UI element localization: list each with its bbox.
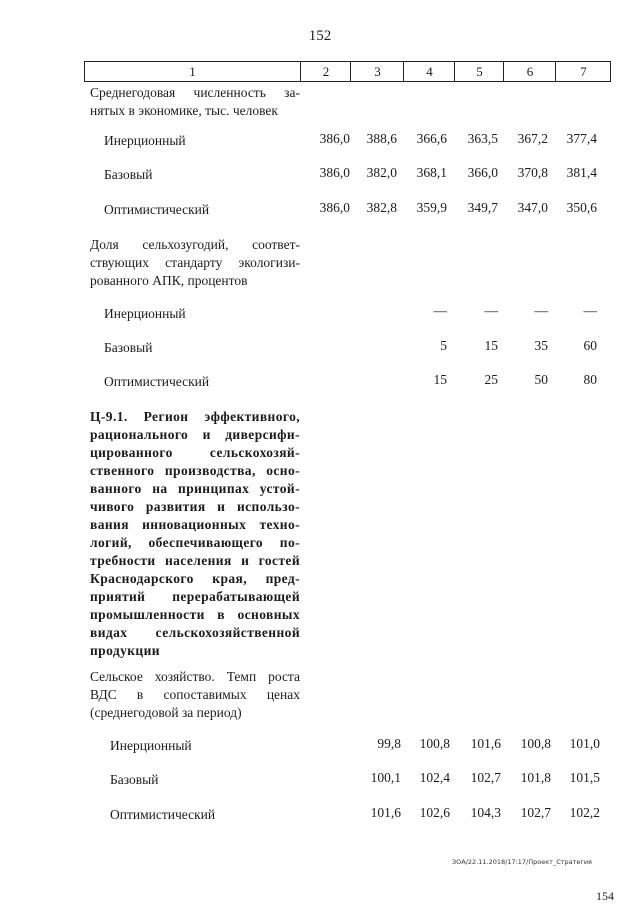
table-cell: 101,6 (370, 805, 401, 820)
table-cell: 347,0 (517, 200, 548, 215)
table-cell: — (484, 303, 498, 318)
table-cell: 102,6 (419, 805, 450, 820)
title-line: нятых в экономике, тыс. человек (90, 103, 278, 118)
table-cell: 101,5 (569, 770, 600, 785)
title-line: ванного на принципах устой- (90, 481, 300, 496)
table-cell: 382,8 (366, 200, 397, 215)
scenario-label: Оптимистический (104, 374, 210, 389)
page-number: 152 (308, 28, 332, 44)
table-cell: 386,0 (319, 131, 350, 146)
table-cell: 102,4 (419, 770, 450, 785)
table-cell: 367,2 (517, 131, 548, 146)
table-cell: 80 (583, 372, 597, 387)
header-cell: 5 (454, 62, 504, 81)
table-cell: 377,4 (566, 131, 597, 146)
table-cell: 388,6 (366, 131, 397, 146)
table-cell: 368,1 (416, 165, 447, 180)
title-line: ствующих стандарту экологизи- (90, 255, 300, 270)
table-cell: 50 (534, 372, 548, 387)
table-cell: 366,0 (467, 165, 498, 180)
table-cell: 101,8 (520, 770, 551, 785)
table-cell: 349,7 (467, 200, 498, 215)
table-cell: — (583, 303, 597, 318)
title-line: вания инновационных техно- (90, 517, 300, 532)
header-cell: 6 (503, 62, 556, 81)
indicator-title (90, 84, 300, 120)
header-cell: 4 (403, 62, 455, 81)
table-cell: — (534, 303, 548, 318)
header-cell: 7 (555, 62, 611, 81)
indicator-title (90, 236, 300, 290)
table-cell: 102,7 (470, 770, 501, 785)
title-line: рованного АПК, процентов (90, 273, 248, 288)
title-line: Среднегодовая численность за- (90, 85, 300, 100)
title-line: Ц-9.1. Регион эффективного, (90, 409, 300, 424)
column-number-header (84, 61, 611, 82)
table-cell: 386,0 (319, 165, 350, 180)
title-line: Доля сельхозугодий, соответ- (90, 237, 300, 252)
title-line: рационального и диверсифи- (90, 427, 300, 442)
table-cell: 35 (534, 338, 548, 353)
title-line: логий, обеспечивающего по- (90, 535, 300, 550)
table-cell: 100,8 (520, 736, 551, 751)
table-cell: 370,8 (517, 165, 548, 180)
title-line: (среднегодовой за период) (90, 705, 242, 720)
title-line: приятий перерабатывающей (90, 589, 300, 604)
header-cell: 1 (189, 64, 196, 79)
scenario-label: Базовый (104, 340, 153, 355)
table-cell: 25 (484, 372, 498, 387)
table-cell: 104,3 (470, 805, 501, 820)
scenario-label: Инерционный (104, 133, 186, 148)
table-cell: 60 (583, 338, 597, 353)
title-line: ВДС в сопоставимых ценах (90, 687, 300, 702)
scenario-label: Инерционный (104, 306, 186, 321)
table-cell: 386,0 (319, 200, 350, 215)
table-cell: 102,2 (569, 805, 600, 820)
title-line: промышленности в основных (90, 607, 300, 622)
title-line: чивого развития и использо- (90, 499, 300, 514)
table-cell: 100,1 (370, 770, 401, 785)
table-cell: 15 (484, 338, 498, 353)
page-number-bottom: 154 (596, 889, 614, 903)
table-cell: 100,8 (419, 736, 450, 751)
header-cell: 2 (300, 62, 351, 81)
table-cell: 15 (433, 372, 447, 387)
table-cell: 381,4 (566, 165, 597, 180)
title-line: видах сельскохозяйственной (90, 625, 300, 640)
table-cell: 350,6 (566, 200, 597, 215)
scenario-label: Оптимистический (104, 202, 210, 217)
scenario-label: Оптимистический (110, 807, 216, 822)
scenario-label: Инерционный (110, 738, 192, 753)
table-cell: 366,6 (416, 131, 447, 146)
title-line: продукции (90, 643, 160, 658)
table-cell: 359,9 (416, 200, 447, 215)
table-cell: — (433, 303, 447, 318)
indicator-title (90, 668, 300, 722)
table-cell: 382,0 (366, 165, 397, 180)
table-cell: 5 (440, 338, 447, 353)
title-line: ственного производства, осно- (90, 463, 300, 478)
table-cell: 99,8 (377, 736, 401, 751)
table-cell: 102,7 (520, 805, 551, 820)
table-cell: 101,0 (569, 736, 600, 751)
title-line: Краснодарского края, пред- (90, 571, 300, 586)
title-line: требности населения и гостей (90, 553, 300, 568)
table-cell: 101,6 (470, 736, 501, 751)
title-line: цированного сельскохозяй- (90, 445, 300, 460)
title-line: Сельское хозяйство. Темп роста (90, 669, 300, 684)
footer-stamp: ЗОА/22.11.2018/17:17/Проект_Стратегия (452, 858, 592, 866)
table-cell: 363,5 (467, 131, 498, 146)
scenario-label: Базовый (110, 772, 159, 787)
scenario-label: Базовый (104, 167, 153, 182)
header-cell: 3 (350, 62, 404, 81)
goal-heading (90, 408, 300, 660)
